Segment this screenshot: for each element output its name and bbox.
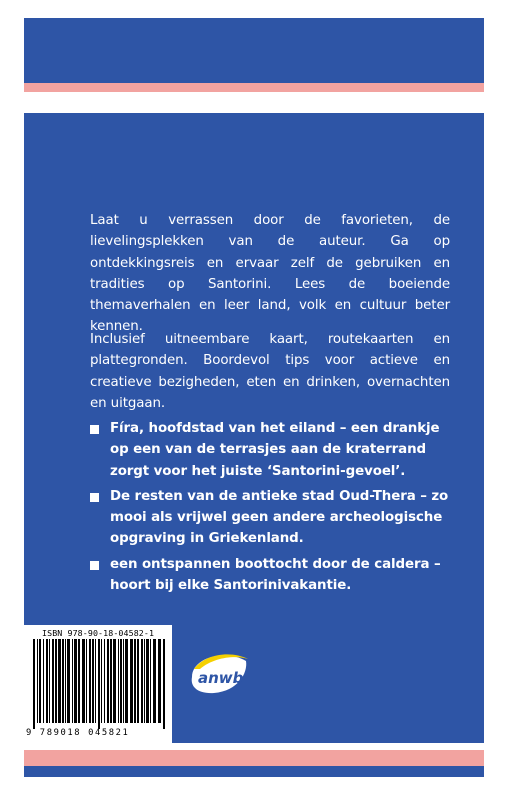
highlight-text: De resten van de antieke stad Oud-Thera – zo mooi als vrijwel geen andere archeologische opgraving in Griekenland.	[110, 488, 449, 547]
description-paragraph-1: Laat u verrassen door de favorieten, de lievelingsplekken van de auteur. Ga op ontdekkingsreis en ervaar zelf de gebruiken en tradities op Santorini. Lees de boeiende themaverhalen en leer land, volk en cultuur beter kennen.	[90, 213, 450, 335]
ean-digits: 9 789018 045821	[26, 728, 130, 738]
highlight-item	[90, 554, 462, 597]
highlight-text: een ontspannen boottocht door de caldera – hoort bij elke Santorinivakantie.	[110, 556, 441, 594]
highlight-item	[90, 486, 462, 550]
square-bullet-icon	[90, 425, 99, 434]
isbn-label: ISBN 978-90-18-04582-1	[42, 628, 155, 638]
square-bullet-icon	[90, 561, 99, 570]
highlight-item	[90, 418, 462, 482]
top-pink-stripe	[24, 83, 484, 92]
barcode-icon	[33, 639, 165, 729]
description-paragraph-2: Inclusief uitneembare kaart, routekaarten en plattegronden. Boordevol tips voor actieve en creatieve bezigheden, eten en drinken, overnachten en uitgaan.	[90, 332, 450, 411]
svg-text:anwb: anwb	[198, 669, 244, 687]
bottom-blue-band	[24, 766, 484, 777]
back-cover-panel	[24, 113, 484, 743]
top-blue-band	[24, 18, 484, 83]
highlights-list	[90, 418, 462, 600]
highlight-text: Fíra, hoofdstad van het eiland – een drankje op een van de terrasjes aan de kraterrand zorgt voor het juiste ‘Santorini-gevoel’.	[110, 421, 440, 479]
anwb-logo	[186, 647, 252, 699]
barcode-block	[24, 625, 172, 743]
bottom-pink-stripe	[24, 750, 484, 766]
square-bullet-icon	[90, 493, 99, 502]
